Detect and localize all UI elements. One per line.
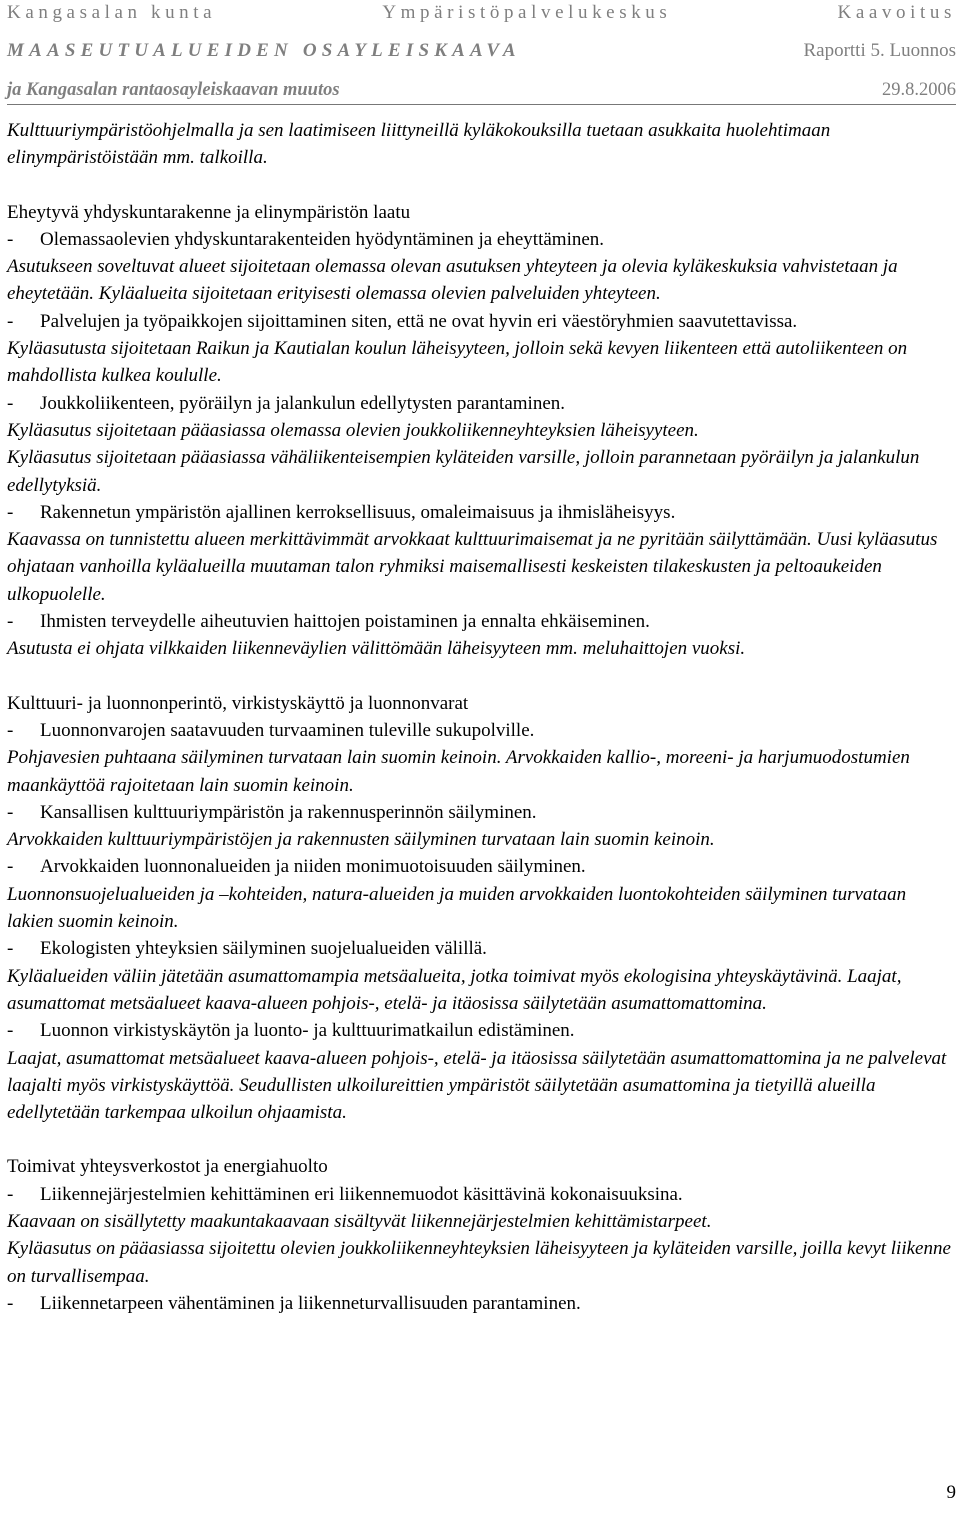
bullet-item: - Liikennejärjestelmien kehittäminen eri liikennemuodot käsittävinä kokonaisuuksina. [7, 1183, 683, 1205]
paragraph: Kyläasutus on pääasiassa sijoitettu olevien joukkoliikenneyhteyksien läheisyyteen ja kyläteiden varsille, joilla kevyt liikenne on turvallisempaa. [7, 1238, 951, 1287]
page-number: 9 [946, 1482, 956, 1503]
section-heading-2: Kulttuuri- ja luonnonperintö, virkistyskäyttö ja luonnonvarat [7, 692, 469, 714]
bullet-item: - Liikennetarpeen vähentäminen ja liikenneturvallisuuden parantaminen. [7, 1292, 581, 1314]
paragraph: Kyläasutus sijoitetaan pääasiassa vähäliikenteisempien kyläteiden varsille, jolloin parannetaan pyöräilyn ja jalankulun edellytyksiä. [7, 447, 920, 496]
header-plan-title: MAASEUTUALUEIDEN OSAYLEISKAAVA [7, 40, 521, 61]
bullet-item: - Joukkoliikenteen, pyöräilyn ja jalankulun edellytysten parantaminen. [7, 392, 565, 414]
paragraph: Laajat, asumattomat metsäalueet kaava-alueen pohjois-, etelä- ja itäosissa säilytetään asumattomattomina ja ne palvelevat laajalti myös virkistyskäyttöä. Seudullisten ulkoilureittien ympäristöt säilytetään asumattomina ja tietyillä alueilla edellytetään tarkempaa ulkoilun ohjaamista. [7, 1047, 947, 1124]
paragraph: Kyläalueiden väliin jätetään asumattomampia metsäalueita, jotka toimivat myös ekologisina yhteyskäytävinä. Laajat, asumattomat metsäalueet kaava-alueen pohjois-, etelä- ja itäosissa säilytetään asumattomattomina. [7, 965, 902, 1014]
paragraph: Kaavassa on tunnistettu alueen merkittävimmät arvokkaat kulttuurimaisemat ja ne pyritään säilyttämään. Uusi kyläasutus ohjataan vanhoilla kyläalueilla muutaman talon ryhmiksi maisemallisesti keskeisten tilakeskusten ja peltoaukeiden ulkopuolelle. [7, 529, 938, 605]
paragraph: Kyläasutus sijoitetaan pääasiassa olemassa olevien joukkoliikenneyhteyksien läheisyyteen. [7, 419, 699, 441]
header-rule [7, 104, 956, 105]
header-municipality: Kangasalan kunta [7, 2, 217, 23]
bullet-item: - Rakennetun ympäristön ajallinen kerroksellisuus, omaleimaisuus ja ihmisläheisyys. [7, 501, 676, 523]
paragraph: Kaavaan on sisällytetty maakuntakaavaan sisältyvät liikennejärjestelmien kehittämistarpeet. [7, 1210, 712, 1232]
paragraph: Asutukseen soveltuvat alueet sijoitetaan olemassa olevan asutuksen yhteyteen ja olevia kyläkeskuksia vahvistetaan ja eheytetään. Kyläalueita sijoitetaan erityisesti olemassa olevien palveluiden yhteyteen. [7, 256, 898, 305]
bullet-item: - Olemassaolevien yhdyskuntarakenteiden hyödyntäminen ja eheyttäminen. [7, 228, 605, 250]
section-heading-3: Toimivat yhteysverkostot ja energiahuolto [7, 1156, 328, 1178]
bullet-item: - Ihmisten terveydelle aiheutuvien haittojen poistaminen ja ennalta ehkäiseminen. [7, 611, 650, 633]
bullet-item: - Ekologisten yhteyksien säilyminen suojelualueiden välillä. [7, 938, 487, 960]
bullet-item: - Luonnon virkistyskäytön ja luonto- ja kulttuurimatkailun edistäminen. [7, 1020, 575, 1042]
header-line-1 [7, 2, 956, 30]
bullet-item: - Luonnonvarojen saatavuuden turvaaminen tuleville sukupolville. [7, 719, 535, 741]
paragraph-intro: Kulttuuriympäristöohjelmalla ja sen laatimiseen liittyneillä kyläkokouksilla tuetaan asukkaita huolehtimaan elinympäristöistään mm. talkoilla. [7, 120, 831, 169]
document-body [7, 117, 952, 1317]
bullet-item: - Palvelujen ja työpaikkojen sijoittaminen siten, että ne ovat hyvin eri väestöryhmien saavutettavissa. [7, 310, 798, 332]
paragraph: Asutusta ei ohjata vilkkaiden liikenneväylien välittömään läheisyyteen mm. meluhaittojen vuoksi. [7, 638, 746, 660]
header-line-2 [7, 40, 956, 68]
header-subtitle: ja Kangasalan rantaosayleiskaavan muutos [7, 80, 340, 100]
header-unit: Kaavoitus [837, 2, 956, 23]
paragraph: Luonnonsuojelualueiden ja –kohteiden, natura-alueiden ja muiden arvokkaiden luontokohteiden säilyminen turvataan lakien suomin keinoin. [7, 883, 907, 933]
header-date: 29.8.2006 [882, 80, 956, 100]
bullet-item: - Arvokkaiden luonnonalueiden ja niiden monimuotoisuuden säilyminen. [7, 856, 586, 878]
section-heading-1: Eheytyvä yhdyskuntarakenne ja elinympäristön laatu [7, 201, 411, 223]
paragraph: Pohjavesien puhtaana säilyminen turvataan lain suomin keinoin. Arvokkaiden kallio-, moreeni- ja harjumuodostumien maankäyttöä rajoitetaan lain suomin keinoin. [7, 747, 910, 796]
header-department: Ympäristöpalvelukeskus [382, 2, 672, 23]
paragraph: Kyläasutusta sijoitetaan Raikun ja Kautialan koulun läheisyyteen, jolloin sekä kevyen liikenteen että autoliikenteen on mahdollista kulkea koululle. [7, 338, 908, 387]
paragraph: Arvokkaiden kulttuuriympäristöjen ja rakennusten säilyminen turvataan lain suomin keinoin. [7, 829, 715, 851]
header-report: Raportti 5. Luonnos [803, 40, 956, 61]
bullet-item: - Kansallisen kulttuuriympäristön ja rakennusperinnön säilyminen. [7, 801, 537, 823]
